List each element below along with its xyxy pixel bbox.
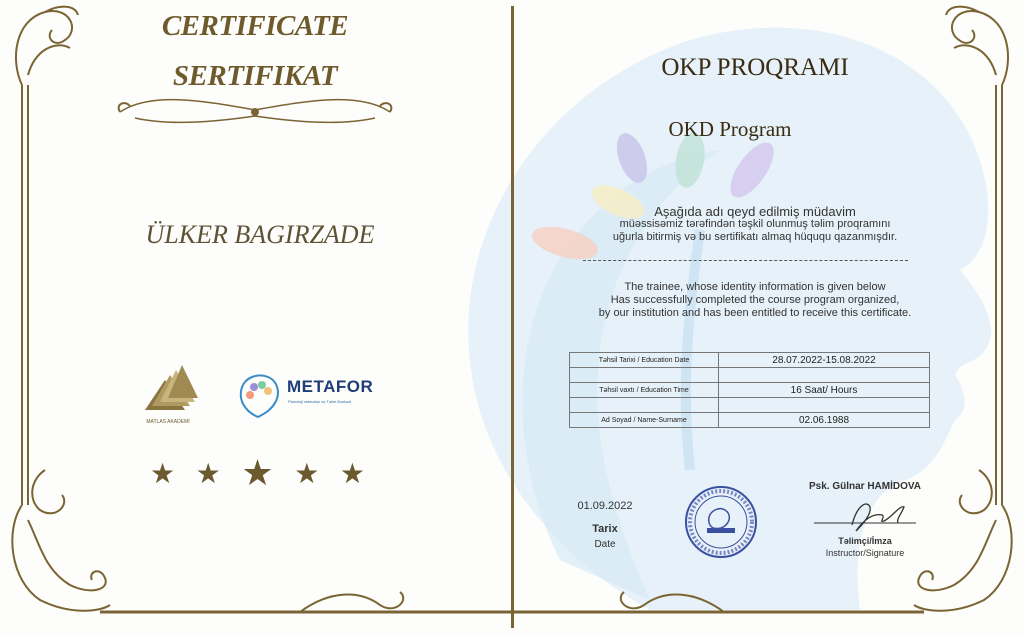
date-label-az: Tarix xyxy=(592,523,618,535)
date-label-en: Date xyxy=(594,539,616,550)
description-en-line2: Has successfully completed the course program organized, xyxy=(610,294,900,306)
recipient-name: ÜLKER BAGIRZADE xyxy=(145,220,375,249)
info-value: 28.07.2022-15.08.2022 xyxy=(719,353,930,368)
description-az xyxy=(560,205,950,244)
instructor-label-en: Instructor/Signature xyxy=(825,548,905,558)
description-az-line1: Aşağıda adı qeyd edilmiş müdavim xyxy=(654,204,856,219)
info-label: Təhsil vaxtı / Education Time xyxy=(570,383,719,398)
table-row xyxy=(570,398,930,413)
program-title-en: OKD Program xyxy=(668,117,792,141)
certificate-title-en: CERTIFICATE xyxy=(161,10,349,42)
metafor-logo-icon xyxy=(236,373,282,419)
description-en xyxy=(560,281,950,320)
program-title-az: OKP PROQRAMI xyxy=(661,54,849,81)
star-icon: ★ xyxy=(150,457,176,489)
info-value xyxy=(719,398,930,413)
certificate-title-az: SERTIFIKAT xyxy=(172,60,338,92)
divider-dashed xyxy=(583,260,908,261)
metafor-name: METAFOR xyxy=(287,377,374,396)
table-row xyxy=(570,383,930,398)
info-label xyxy=(570,368,719,383)
table-row xyxy=(570,413,930,428)
info-value: 16 Saat/ Hours xyxy=(719,383,930,398)
info-label: Ad Soyad / Name-Surname xyxy=(570,413,719,428)
instructor-label-az: Təlimçi/İmza xyxy=(838,536,892,546)
matlas-logo-icon xyxy=(140,360,200,418)
signature xyxy=(812,495,922,535)
instructor-name: Psk. Gülnar HAMİDOVA xyxy=(808,481,922,492)
matlas-caption: MATLAS AKADEMİ xyxy=(146,419,190,425)
info-label: Təhsil Tarixi / Education Date xyxy=(570,353,719,368)
star-icon: ★ xyxy=(294,457,320,489)
star-icon: ★ xyxy=(339,457,365,489)
description-az-line2: müəssisəmiz tərəfindən təşkil olunmuş təlim proqramını xyxy=(619,218,891,230)
description-en-line1: The trainee, whose identity information is given below xyxy=(624,281,886,293)
info-table xyxy=(569,352,930,428)
table-row xyxy=(570,368,930,383)
table-row xyxy=(570,353,930,368)
info-value: 02.06.1988 xyxy=(719,413,930,428)
description-az-line3: uğurla bitirmiş və bu sertifikatı almaq hüququ qazanmışdır. xyxy=(612,231,898,243)
center-divider xyxy=(511,6,514,628)
star-icon: ★ xyxy=(195,457,221,489)
star-rating xyxy=(150,452,365,494)
issue-date: 01.09.2022 xyxy=(577,500,633,512)
star-icon: ★ xyxy=(241,452,274,493)
stamp-seal xyxy=(683,484,759,560)
metafor-subtitle: Psixoloji xidmətlər və Təlim Mərkəzi xyxy=(288,399,352,404)
description-en-line3: by our institution and has been entitled to receive this certificate. xyxy=(598,307,912,319)
info-label xyxy=(570,398,719,413)
info-value xyxy=(719,368,930,383)
